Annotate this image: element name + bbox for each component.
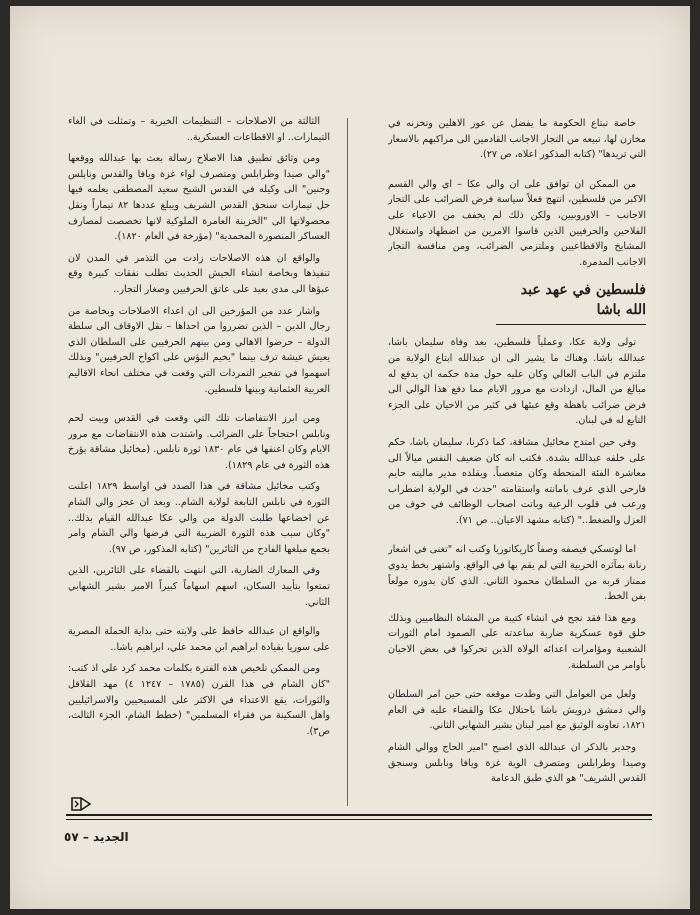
paragraph: ولعل من العوامل التي وطدت موقعه حتى حين امر السلطان والي دمشق درويش باشا باحتلال عكا والقضاء عليه في العام ١٨٢١، تعاونه الوثيق مع امير لبنان بشير الشهابي الثاني. — [388, 689, 646, 732]
paragraph: ومن وثائق تطبيق هذا الاصلاح رسالة بعث بها عبدالله ووقعها "والي صيدا وطرابلس ومتصرف لواء غزة ويافا والقدس ونابلس وجنين" الى وكيله في القدس الشيخ سعيد المصطفى يعلمه فيها حل تيمارات سنجق القدس الشريف ويبلغ عددها ٨٢ تيماراً ونقل محصولاتها الى "الخزينة العامرة الملوكية لانها تخصصت لمصارف العساكر المنصورة المحمدية" (مؤرخة في العام ١٨٢٠). — [68, 153, 330, 243]
right-column — [388, 116, 646, 793]
paragraph: تولى ولاية عكا، وعملياً فلسطين، بعد وفاة سليمان باشا، عبدالله باشا. وهناك ما يشير الى ان عبدالله ابتاع الولاية من ملتزم في الباب العالي وكان عليه حول مدة حكمه ان يدفع له مبالغ من المال، ازدادت مع مرور الايام مما دفع هذا الوالي الى فرض ضرائب باهظة وقع عبئها في كثير من الاحيان على الجزء التابع له في لبنان. — [388, 337, 646, 427]
paragraph: خاصة تبتاع الحكومة ما يفضل عن عوز الاهلين وتخزنه في مخازن لها، تبيعه من التجار الاجانب القادمين الى مراكبهم بالاسعار التي تريدها" (كتابه المذكور اعلاه، ص ٢٧). — [388, 118, 646, 161]
column-divider — [347, 118, 348, 806]
paragraph: اما لوتسكي فيصفه وصفاً كاريكاتوريا وكتب انه "تغنى في اشعار رنانة بمآثره الحربية التي لم يقم بها في الواقع. واشتهر بخط يدوي ممتاز قربه من السلطان محمود الثاني. الذي كان بدوره مولعاً بفن الخط. — [388, 544, 646, 603]
paragraph: الثالثة من الاصلاحات – التنظيمات الخيرية – وتمثلت في الغاء التيمارات.. او الاقطاعات العسكرية.. — [68, 116, 330, 143]
paragraph: والواقع ان هذه الاصلاحات زادت من التذمر في المدن لان تنفيذها وبخاصة انشاء الجيش الحديث تطلب نفقات كبيرة وقع عبؤها الى مدى بعيد على عاتق الحرفيين وصغار التجار.. — [68, 252, 330, 295]
paragraph: والواقع ان عبدالله حافظ على ولايته حتى بداية الحملة المصرية على سوريا بقيادة ابراهيم ابن محمد علي، ابراهيم باشا.. — [68, 626, 330, 653]
footer-rule — [66, 814, 652, 816]
paragraph: من الممكن ان توافق على ان والي عكا – اي والي القسم الاكبر من فلسطين، انتهج فعلاً سياسة فرض الضرائب على التجار الاجانب – الاوروبيين، ولكن ذلك لم يخفف من الاعباء على الفلاحين والحرفيين الذين قاسوا الامرين من اضطهاد واستغلال المشايخ والاقطاعيين وملتزمي الضرائب، ومن منافسة التجار الاجانب المدمرة. — [388, 178, 646, 268]
magazine-page — [10, 6, 690, 909]
left-column — [68, 114, 330, 745]
paragraph: وجدير بالذكر ان عبدالله الذي اصبح "امير الحاج ووالي الشام وصيدا وطرابلس ومتصرف الوية غزة ويافا ونابلس وسنجق القدس الشريف" هو الذي طبق الدعامة — [388, 742, 646, 785]
paragraph: واشار عدد من المؤرخين الى ان اعداء الاصلاحات وبخاصة من رجال الدين – الذين تضرروا من احداها – نقل الاوقاف الى سلطة الدولة – حرضوا الاهالي ومن بينهم الحرفيين على السلطان الذي يعيش عيشة ترف بينما "يخيم البؤس على اكواخ الحرفيين" وبذلك اسهموا في تفجير التمردات التي وقعت في مختلف انحاء الاقاليم العربية العثمانية وبينها فلسطين. — [68, 305, 330, 395]
end-of-article-icon — [70, 796, 92, 812]
paragraph: وفي حين امتدح مخائيل مشاقة، كما ذكرنا، سليمان باشا، حكم على خلفه عبدالله بشدة. فكتب انه كان ضعيف النفس ميالاً الى معاشرة الفئة المنحطة وكان متعصباً. ويقلده مدير ماليته حايم فارحي الذي عرف بامانته واستقامته "حدث في الولاية اضطراب ورعب في قلوب الرعية وباتت اصحاب الوظائف في خوف من العزل والضغط.." (كتابه مشهد الاعيان.. ص ٧١). — [388, 436, 646, 526]
paragraph: ومن الممكن تلخيص هذه الفترة بكلمات محمد كرد علي اذ كتب: "كان الشام في هذا القرن (١٧٨٥ – ١٢٤٧ ٤) مهد القلاقل والثورات، يقع الاعتداء في الاكثر على المسيحيين والاسرائيليين واهل السكينة من فقراء المسلمين" (خطط الشام، الجزء الثالث، ص٣). — [68, 663, 330, 737]
footer-rule — [66, 819, 652, 820]
paragraph: ومع هذا فقد نجح في انشاء كتيبة من المشاة النظاميين وبذلك خلق قوة عسكرية ضاربة ساعدته على الصمود امام الثورات الشعبية ومؤامرات اعدائه الولاة الذين تحركوا في بعض الاحيان بأوامر من السلطنة. — [388, 612, 646, 671]
paragraph: ومن ابرز الانتفاضات تلك التي وقعت في القدس وبيت لحم ونابلس احتجاجاً على الضرائب. واشتدت هذه الانتفاضات مع مرور الايام وكان اعنفها في عام ١٨٣٠ ثورة نابلس. (مخائيل مشاقة يؤرخ هذه الثورة في عام ١٨٢٩). — [68, 413, 330, 471]
paragraph: وفي المعارك الضارية، التي انتهت بالقضاء على الثائرين، الذين تمتعوا بتأييد السكان، اسهم اسهاماً كبيراً الامير بشير الشهابي الثاني. — [68, 565, 330, 608]
page-footer: الجديد – ٥٧ — [64, 830, 129, 844]
section-heading: فلسطين في عهد عبد الله باشا — [496, 280, 646, 325]
paragraph: وكتب مخائيل مشاقة في هذا الصدد في اواسط ١٨٢٩ اعلنت الثورة في نابلس التابعة لولاية الشام.. وبعد ان عجز والي الشام عن اخضاعها طلبت الدولة من والي عكا عبدالله القيام بذلك.. "وكان سبب هذه الثورة الضريبة التي فرضها والي الشام وامر بجمع مبلغها الفادح من الثائرين" (كتابه المذكور، ص ٩٧). — [68, 481, 330, 555]
